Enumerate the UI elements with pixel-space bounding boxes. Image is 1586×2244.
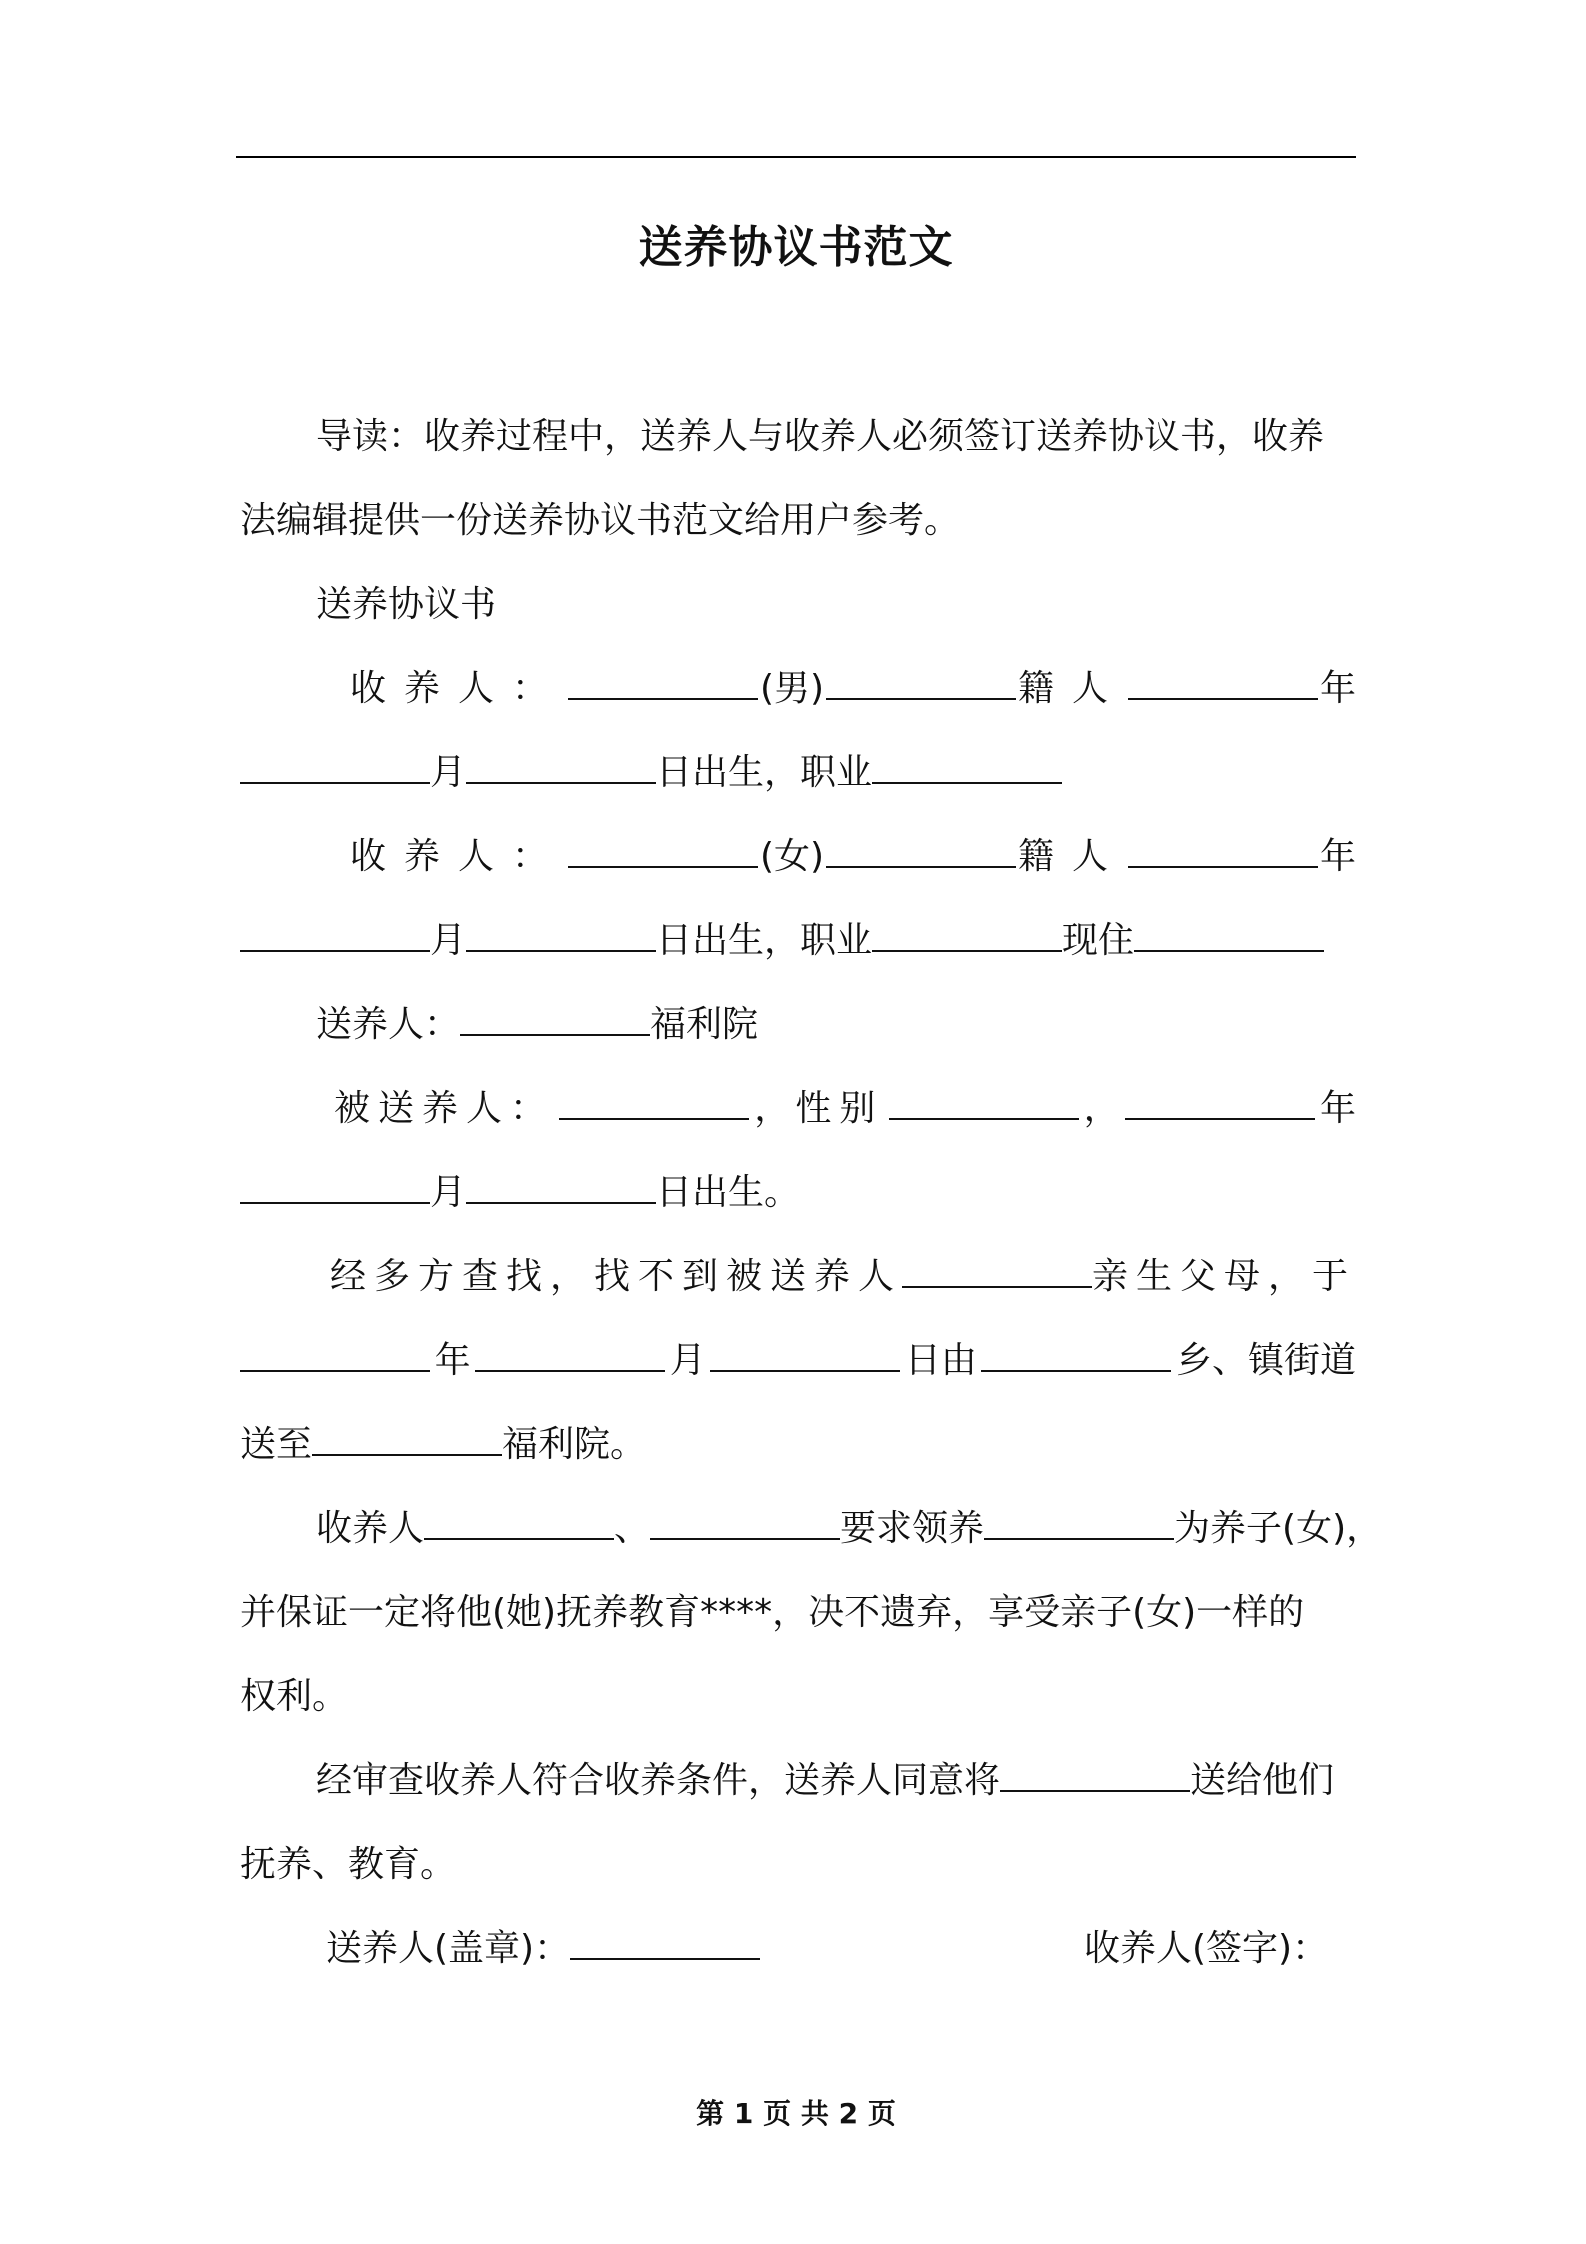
- adopter-male-line-2: [240, 748, 1356, 798]
- review-line-2: 抚养、教育。: [240, 1844, 457, 1885]
- adoptee-line-1: [334, 1084, 1356, 1134]
- year-label: 年: [1319, 668, 1356, 709]
- blank-field: [1128, 832, 1318, 868]
- document-title: 送养协议书范文: [638, 222, 954, 273]
- request-line-2: 并保证一定将他(她)抚养教育****，决不遗弃，享受亲子(女)一样的: [240, 1592, 1305, 1633]
- review-line-1: [316, 1756, 1356, 1806]
- blank-field: [559, 1084, 749, 1120]
- giver-org: 福利院: [650, 1004, 759, 1045]
- blank-field: [568, 832, 758, 868]
- gender-label: 性别: [795, 1088, 884, 1129]
- org-label: 福利院。: [502, 1424, 647, 1465]
- blank-field: [872, 748, 1062, 784]
- adopter-male-line-1: [350, 664, 1356, 714]
- request-line-1: [316, 1504, 1383, 1554]
- intro-line-2: 法编辑提供一份送养协议书范文给用户参考。: [240, 500, 961, 541]
- blank-field: [466, 1168, 656, 1204]
- giver-signature-label: 送养人(盖章)：: [326, 1928, 571, 1969]
- agreement-subtitle: 送养协议书: [316, 584, 497, 625]
- separator: 、: [614, 1508, 651, 1549]
- request-text-2: 要求领养: [840, 1508, 985, 1549]
- giver-label: 送养人：: [316, 1004, 461, 1045]
- comma: ，: [1083, 1088, 1120, 1129]
- blank-field: [1128, 664, 1318, 700]
- request-text-1: 收养人: [316, 1508, 425, 1549]
- town-label: 乡、镇街道: [1175, 1340, 1356, 1381]
- blank-field: [710, 1336, 900, 1372]
- blank-field: [240, 916, 430, 952]
- search-line-1: [330, 1252, 1356, 1302]
- month-label: 月: [430, 1172, 467, 1213]
- adopter-signature-label: 收养人(签字)：: [1084, 1928, 1329, 1969]
- search-line-3: [240, 1420, 1356, 1470]
- native-label: 籍人: [1017, 668, 1126, 709]
- year-label: 年: [1319, 1088, 1356, 1129]
- review-text-2: 送给他们: [1190, 1760, 1335, 1801]
- request-line-3: 权利。: [240, 1676, 349, 1717]
- header-rule: [236, 156, 1356, 158]
- gender-label: (女): [759, 836, 825, 877]
- month-label: 月: [430, 752, 467, 793]
- gender-label: (男): [759, 668, 825, 709]
- native-label: 籍人: [1017, 836, 1126, 877]
- blank-field: [240, 748, 430, 784]
- blank-field: [1125, 1084, 1315, 1120]
- blank-field: [981, 1336, 1171, 1372]
- blank-field: [889, 1084, 1079, 1120]
- blank-field: [466, 916, 656, 952]
- blank-field: [902, 1252, 1092, 1288]
- sent-to-label: 送至: [240, 1424, 313, 1465]
- page-footer: 第 1 页 共 2 页: [696, 2097, 896, 2130]
- blank-field: [650, 1504, 840, 1540]
- search-line-2: [240, 1336, 1356, 1386]
- giver-signature: [326, 1924, 760, 1974]
- birth-label: 日出生，职业: [656, 920, 873, 961]
- blank-field: [872, 916, 1062, 952]
- blank-field: [312, 1420, 502, 1456]
- blank-field: [240, 1168, 430, 1204]
- blank-field: [568, 664, 758, 700]
- blank-field: [475, 1336, 665, 1372]
- birth-label: 日出生。: [656, 1172, 801, 1213]
- review-text-1: 经审查收养人符合收养条件，送养人同意将: [316, 1760, 1001, 1801]
- blank-field: [240, 1336, 430, 1372]
- search-text-2: 亲生父母，于: [1091, 1256, 1356, 1297]
- blank-field: [826, 664, 1016, 700]
- month-label: 月: [669, 1340, 706, 1381]
- year-label: 年: [1319, 836, 1356, 877]
- search-text-1: 经多方查找，找不到被送养人: [330, 1256, 903, 1297]
- adopter-label: 收养人：: [350, 836, 567, 877]
- residence-label: 现住: [1062, 920, 1135, 961]
- blank-field: [984, 1504, 1174, 1540]
- blank-field: [826, 832, 1016, 868]
- adopter-female-line-1: [350, 832, 1356, 882]
- blank-field: [466, 748, 656, 784]
- birth-label: 日出生，职业: [656, 752, 873, 793]
- blank-field: [424, 1504, 614, 1540]
- day-from-label: 日由: [904, 1340, 977, 1381]
- month-label: 月: [430, 920, 467, 961]
- year-label: 年: [434, 1340, 471, 1381]
- blank-field: [460, 1000, 650, 1036]
- blank-field: [1000, 1756, 1190, 1792]
- request-text-3: 为养子(女)，: [1174, 1508, 1383, 1549]
- intro-line-1: 导读：收养过程中，送养人与收养人必须签订送养协议书，收养: [316, 416, 1325, 457]
- adopter-label: 收养人：: [350, 668, 567, 709]
- adoptee-line-2: [240, 1168, 1356, 1218]
- comma: ，: [754, 1088, 791, 1129]
- adopter-female-line-2: [240, 916, 1356, 966]
- giver-line: [316, 1000, 1356, 1050]
- adoptee-label: 被送养人：: [334, 1088, 555, 1129]
- blank-field: [1134, 916, 1324, 952]
- blank-field: [570, 1924, 760, 1960]
